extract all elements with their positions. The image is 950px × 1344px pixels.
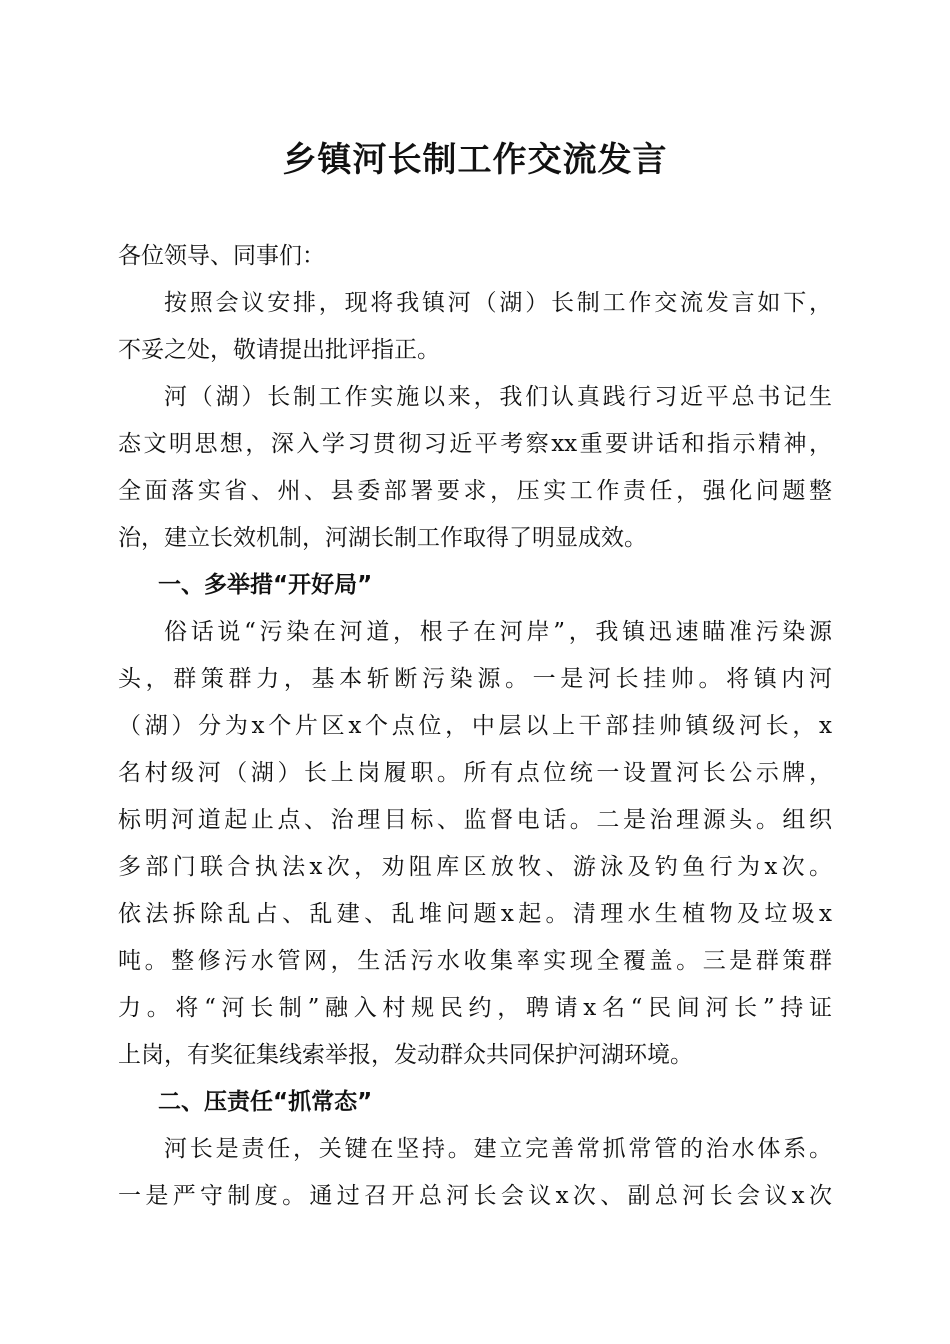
- overview-line: 治，建立长效机制，河湖长制工作取得了明显成效。: [118, 525, 647, 551]
- section1-line: 依法拆除乱占、乱建、乱堆问题x起。清理水生植物及垃圾x: [118, 901, 832, 927]
- section1-line: 力。将“河长制”融入村规民约，聘请x名“民间河长”持证: [118, 995, 832, 1021]
- document-body: [118, 233, 832, 1220]
- salutation: 各位领导、同事们：: [118, 243, 325, 269]
- document-title: 乡镇河长制工作交流发言: [282, 140, 668, 180]
- section1-line: 俗话说“污染在河道，根子在河岸”，我镇迅速瞄准污染源: [164, 619, 832, 645]
- section1-line: 上岗，有奖征集线索举报，发动群众共同保护河湖环境。: [118, 1042, 693, 1068]
- section1-line: （湖）分为x个片区x个点位，中层以上干部挂帅镇级河长，x: [118, 713, 832, 739]
- section1-line: 标明河道起止点、治理目标、监督电话。二是治理源头。组织: [118, 807, 832, 833]
- section2-line: 一是严守制度。通过召开总河长会议x次、副总河长会议x次: [118, 1183, 832, 1209]
- section1-line: 吨。整修污水管网，生活污水收集率实现全覆盖。三是群策群: [118, 948, 832, 974]
- intro-line: 不妥之处，敬请提出批评指正。: [118, 337, 440, 363]
- section2-line: 河长是责任，关键在坚持。建立完善常抓常管的治水体系。: [164, 1136, 832, 1162]
- section1-line: 名村级河（湖）长上岗履职。所有点位统一设置河长公示牌，: [118, 760, 832, 786]
- overview-line: 态文明思想，深入学习贯彻习近平考察xx重要讲话和指示精神，: [118, 431, 832, 457]
- overview-line: 河（湖）长制工作实施以来，我们认真践行习近平总书记生: [164, 384, 832, 410]
- overview-line: 全面落实省、州、县委部署要求，压实工作责任，强化问题整: [118, 478, 832, 504]
- section-heading-1: 一、多举措“开好局”: [158, 572, 373, 598]
- section1-line: 多部门联合执法x次，劝阻库区放牧、游泳及钓鱼行为x次。: [118, 854, 832, 880]
- section1-line: 头，群策群力，基本斩断污染源。一是河长挂帅。将镇内河: [118, 666, 832, 692]
- intro-line: 按照会议安排，现将我镇河（湖）长制工作交流发言如下，: [164, 290, 832, 316]
- section-heading-2: 二、压责任“抓常态”: [158, 1089, 373, 1115]
